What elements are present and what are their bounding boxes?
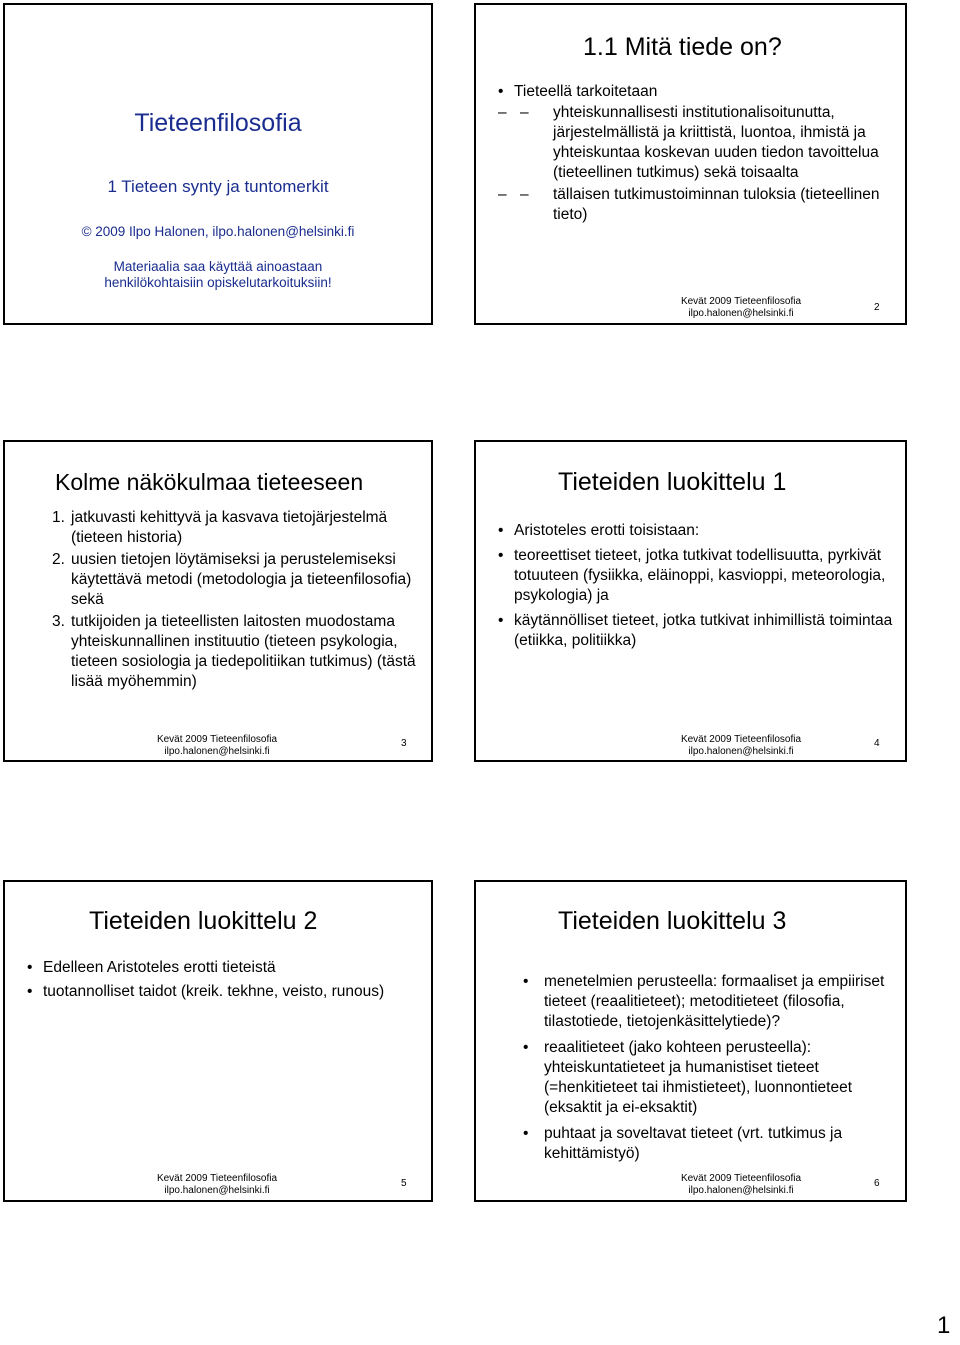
slide-title: Tieteiden luokittelu 1 xyxy=(558,468,787,496)
document-page-number: 1 xyxy=(937,1312,951,1339)
usage-notice xyxy=(5,259,431,291)
list-item: • puhtaat ja soveltavat tieteet (vrt. tutkimus ja kehittämistyö) xyxy=(523,1124,898,1164)
slide-number: 2 xyxy=(874,302,880,313)
slide-number: 3 xyxy=(401,738,407,749)
list-item: 2. uusien tietojen löytämiseksi ja perustelemiseksi käytettävä metodi (metodologia ja tieteenfilosofia) sekä xyxy=(52,551,412,608)
slide-number: 5 xyxy=(401,1178,407,1189)
slide-footer: Kevät 2009 Tieteenfilosofia ilpo.halonen@helsinki.fi xyxy=(680,296,802,319)
slide-title: Tieteiden luokittelu 3 xyxy=(558,907,787,935)
slide-body xyxy=(538,972,898,1164)
slide-title: Kolme näkökulmaa tieteeseen xyxy=(55,469,364,495)
list-item: • menetelmien perusteella: formaaliset ja empiiriset tieteet (reaalitieteet); metoditieteet (filosofia, tilastotiede, tietojenkäsittelytiede)? xyxy=(523,972,898,1032)
slide-body xyxy=(498,82,898,225)
slide-2 xyxy=(474,3,907,325)
list-item: • teoreettiset tieteet, jotka tutkivat todellisuutta, pyrkivät totuuteen (fysiikka, eläinoppi, kasvioppi, meteorologia, psykologia) ja xyxy=(498,546,898,606)
slide-body xyxy=(52,508,422,692)
slide-4 xyxy=(474,440,907,762)
slide-footer: Kevät 2009 Tieteenfilosofia ilpo.halonen@helsinki.fi xyxy=(156,1173,278,1196)
list-item: • Aristoteles erotti toisistaan: xyxy=(498,521,898,541)
list-item: • tuotannolliset taidot (kreik. tekhne, veisto, runous) xyxy=(27,982,422,1002)
copyright-text: © 2009 Ilpo Halonen, xyxy=(81,224,209,239)
slide-subtitle: 1 Tieteen synty ja tuntomerkit xyxy=(107,177,329,196)
list-item: • käytännölliset tieteet, jotka tutkivat inhimillistä toimintaa (etiikka, politiikka) xyxy=(498,611,898,651)
notice-line: Materiaalia saa käyttää ainoastaan xyxy=(113,259,323,274)
slide-6 xyxy=(474,880,907,1202)
slide-title: 1.1 Mitä tiede on? xyxy=(583,33,782,61)
list-item: 1. jatkuvasti kehittyvä ja kasvava tietojärjestelmä (tieteen historia) xyxy=(52,509,388,546)
slide-1 xyxy=(3,3,433,325)
slide-number: 6 xyxy=(874,1178,880,1189)
email-link[interactable]: ilpo.halonen@helsinki.fi xyxy=(212,224,355,239)
notice-line: henkilökohtaisiin opiskelutarkoituksiin! xyxy=(104,275,332,290)
slide-3 xyxy=(3,440,433,762)
slide-footer: Kevät 2009 Tieteenfilosofia ilpo.halonen@helsinki.fi xyxy=(680,734,802,757)
sub-item: – – tällaisen tutkimustoiminnan tuloksia (tieteellinen tieto) xyxy=(498,185,898,225)
slide-title: Tieteiden luokittelu 2 xyxy=(89,907,318,935)
list-item: • Edelleen Aristoteles erotti tieteistä xyxy=(27,958,422,978)
slide-footer: Kevät 2009 Tieteenfilosofia ilpo.halonen@helsinki.fi xyxy=(680,1173,802,1196)
slide-footer: Kevät 2009 Tieteenfilosofia ilpo.halonen@helsinki.fi xyxy=(156,734,278,757)
slide-title: Tieteenfilosofia xyxy=(134,109,302,137)
slide-body xyxy=(27,958,422,1002)
list-item: • reaalitieteet (jako kohteen perusteella): yhteiskuntatieteet ja humanistiset tieteet (=henkitieteet tai ihmistieteet), luonnontieteet (eksaktit ja ei-eksaktit) xyxy=(523,1038,898,1118)
slide-body xyxy=(498,521,898,651)
slide-number: 4 xyxy=(874,738,880,749)
slide-5 xyxy=(3,880,433,1202)
list-item: • Tieteellä tarkoitetaan – – yhteiskunnallisesti institutionalisoitunutta, järjestelmällistä ja kriittistä, luontoa, ihmistä ja yhteiskuntaa koskevan uuden tiedon tavoittelua (tieteellinen tutkimus) sekä toisaalta – – tällaisen tutkimustoiminnan tuloksia (tieteellinen tieto) xyxy=(498,82,898,225)
copyright-line xyxy=(5,224,431,239)
list-item: 3. tutkijoiden ja tieteellisten laitosten muodostama yhteiskunnallinen instituutio (tieteen psykologia, tieteen sosiologia ja tiedepolitiikan tutkimus) (tästä lisää myöhemmin) xyxy=(52,613,416,690)
sub-item: – – yhteiskunnallisesti institutionalisoitunutta, järjestelmällistä ja kriittistä, luontoa, ihmistä ja yhteiskuntaa koskevan uuden tiedon tavoittelua (tieteellinen tutkimus) sekä toisaalta xyxy=(498,103,898,183)
